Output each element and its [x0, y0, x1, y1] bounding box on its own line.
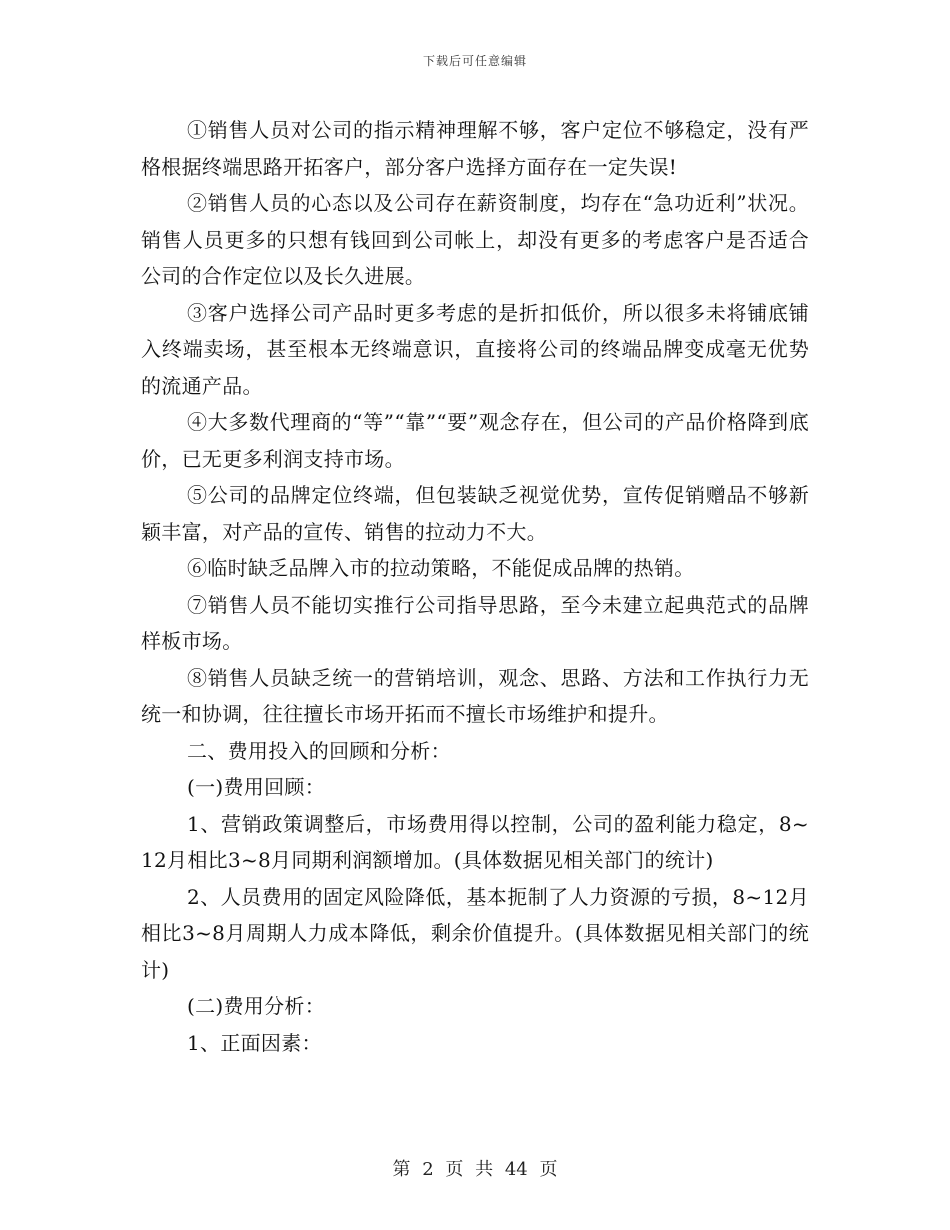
cost-analysis-item-1: 1、正面因素： — [187, 1030, 322, 1055]
paragraph-3: ③客户选择公司产品时更多考虑的是折扣低价，所以很多未将铺底铺入终端卖场，甚至根本无终端意识，直接将公司的终端品牌变成毫无优势的流通产品。 — [141, 300, 809, 398]
cost-review-item-2: 2、人员费用的固定风险降低，基本扼制了人力资源的亏损，8~12月相比3~8月周期人力成本降低，剩余价值提升。(具体数据见相关部门的统计) — [141, 884, 809, 982]
page-footer: 第 2 页 共 44 页 — [392, 1159, 558, 1180]
paragraph-6: ⑥临时缺乏品牌入市的拉动策略，不能促成品牌的热销。 — [187, 556, 695, 580]
page-header: 下载后可任意编辑 — [422, 54, 527, 68]
paragraph-1: ①销售人员对公司的指示精神理解不够，客户定位不够稳定，没有严格根据终端思路开拓客户，部分客户选择方面存在一定失误! — [141, 118, 809, 179]
paragraph-8: ⑧销售人员缺乏统一的营销培训，观念、思路、方法和工作执行力无统一和协调，往往擅长市场开拓而不擅长市场维护和提升。 — [141, 665, 809, 726]
paragraph-2: ②销售人员的心态以及公司存在薪资制度，均存在“急功近利”状况。销售人员更多的只想有钱回到公司帐上，却没有更多的考虑客户是否适合公司的合作定位以及长久进展。 — [141, 191, 809, 288]
document-body — [141, 112, 809, 1061]
paragraph-4: ④大多数代理商的“等”“靠”“要”观念存在，但公司的产品价格降到底价，已无更多利润支持市场。 — [141, 410, 809, 471]
section-heading-2: 二、费用投入的回顾和分析： — [187, 738, 451, 763]
cost-review-item-1: 1、营销政策调整后，市场费用得以控制，公司的盈利能力稳定，8~12月相比3~8月同期利润额增加。(具体数据见相关部门的统计) — [141, 811, 809, 872]
paragraph-5: ⑤公司的品牌定位终端，但包装缺乏视觉优势，宣传促销赠品不够新颖丰富，对产品的宣传、销售的拉动力不大。 — [141, 483, 809, 544]
subsection-heading-cost-review: (一)费用回顾： — [187, 775, 326, 799]
paragraph-7: ⑦销售人员不能切实推行公司指导思路，至今未建立起典范式的品牌样板市场。 — [141, 592, 809, 653]
subsection-heading-cost-analysis: (二)费用分析： — [187, 994, 326, 1018]
